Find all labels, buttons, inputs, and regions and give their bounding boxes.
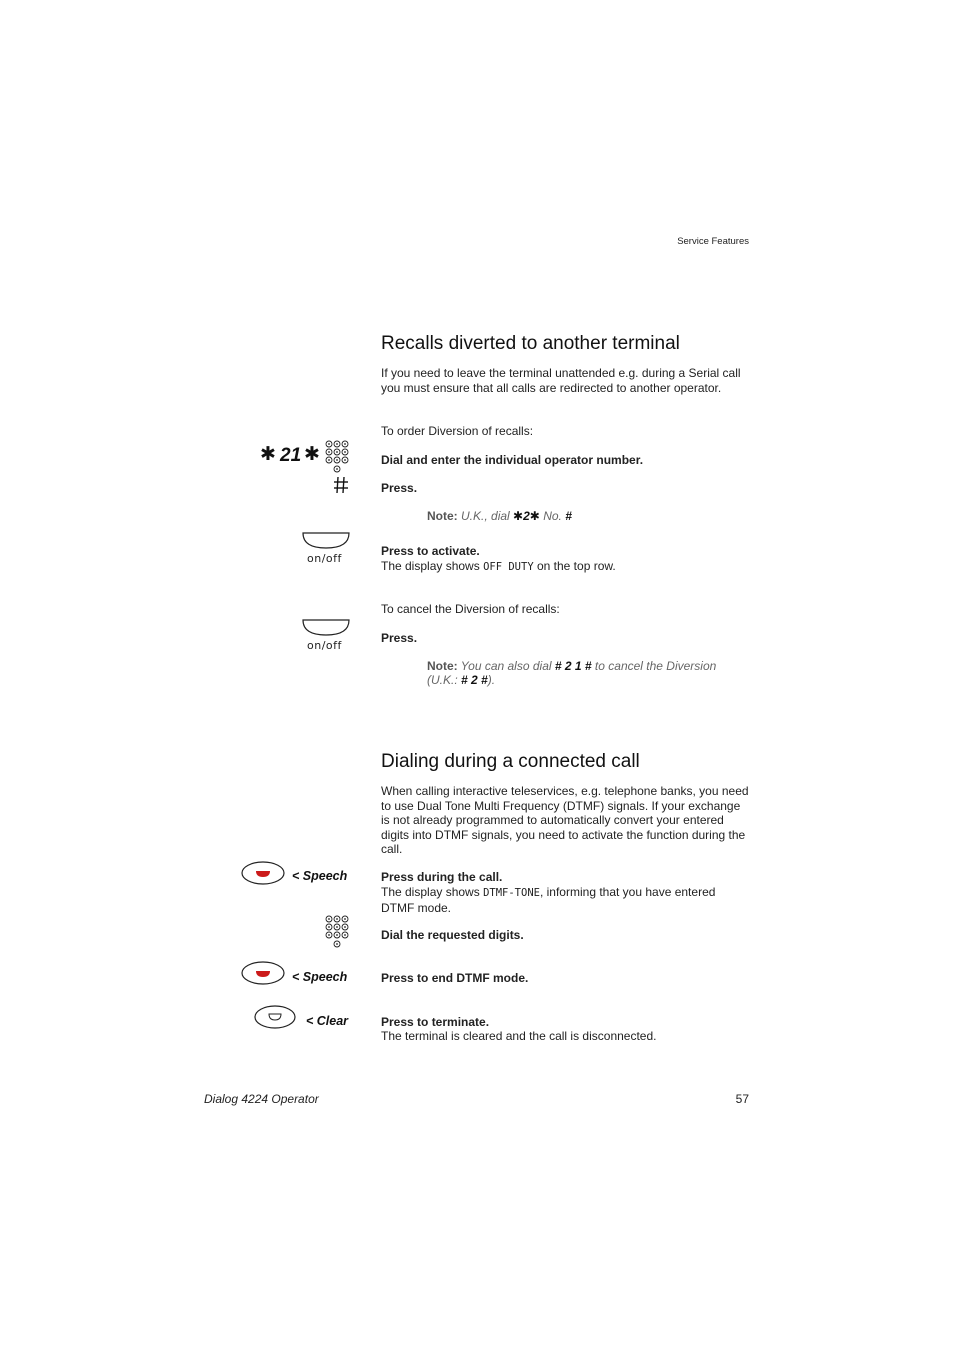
note-text: U.K., dial [461,509,510,523]
lamp-icon [256,871,270,877]
note-cancel [427,659,757,687]
activate-detail [381,559,751,575]
activate-detail-text: on the top row. [536,559,616,573]
display-text-dtmf-tone: DTMF-TONE [483,887,540,899]
running-header: Service Features [677,236,749,247]
order-label: To order Diversion of recalls: [381,424,534,438]
note-code: # 2 1 # [554,659,592,673]
activate-detail-text: The display shows [381,559,480,573]
dial-instruction: Dial and enter the individual operator number. [381,453,644,467]
press-instruction: Press. [381,481,418,495]
star-icon: ✱ [304,444,320,465]
star-icon: ✱ [529,509,540,523]
terminate-detail: The terminal is cleared and the call is disconnected. [381,1029,657,1043]
keypad-icon [325,440,351,476]
footer-product: Dialog 4224 Operator [204,1092,319,1106]
clear-key[interactable] [253,1004,297,1030]
dial-code-digits: 21 [280,445,302,466]
press-to-terminate: Press to terminate. [381,1015,490,1029]
speech-label: < Speech [292,869,348,883]
press-during-call: Press during the call. [381,870,503,884]
note-text: (U.K.: [427,673,458,687]
display-text-off-duty: OFF DUTY [483,561,534,573]
hash-icon: # [565,509,572,523]
note-label: Note: [427,509,458,523]
lamp-icon [269,1014,281,1020]
note-text: You can also dial [460,659,552,673]
note-uk-dial [427,509,757,523]
note-text: ). [487,673,496,687]
recalls-intro: If you need to leave the terminal unattended e.g. during a Serial call you must ensure that all calls are redirected to another operator. [381,366,741,395]
note-code: # 2 # [461,673,488,687]
hash-key-icon [333,476,349,494]
dial-code-star21star [258,445,328,471]
cancel-label: To cancel the Diversion of recalls: [381,602,560,616]
section-title-recalls: Recalls diverted to another terminal [381,333,680,354]
dtmf-display-detail [381,885,751,915]
dial-requested-digits: Dial the requested digits. [381,928,524,942]
speech-key[interactable] [240,860,286,886]
onoff-label: on/off [307,552,342,565]
page-number: 57 [735,1092,749,1106]
onoff-key[interactable] [302,532,350,550]
note-label: Note: [427,659,458,673]
onoff-label: on/off [307,639,342,652]
note-text: No. [543,509,562,523]
dialing-intro: When calling interactive teleservices, e.g. telephone banks, you need to use Dual Tone Multi Frequency (DTMF) signals. If your exchange is not already programmed to automatically convert your entered digits into DTMF signals, you need to activate the function during the call. [381,784,749,856]
star-icon: ✱ [513,509,524,523]
speech-key[interactable] [240,960,286,986]
display-text: The display shows [381,885,480,899]
end-dtmf-mode: Press to end DTMF mode. [381,971,529,985]
activate-instruction: Press to activate. [381,544,480,558]
speech-label: < Speech [292,970,348,984]
lamp-icon [256,971,270,977]
section-title-dialing: Dialing during a connected call [381,751,640,772]
cancel-press: Press. [381,631,418,645]
display-text: , informing that you have entered DTMF mode. [381,885,716,915]
star-icon: ✱ [260,444,276,465]
note-text: to cancel the Diversion [594,659,717,673]
clear-label: < Clear [306,1014,349,1028]
keypad-icon [325,915,351,951]
note-code: 2 [523,509,530,523]
onoff-key[interactable] [302,619,350,637]
